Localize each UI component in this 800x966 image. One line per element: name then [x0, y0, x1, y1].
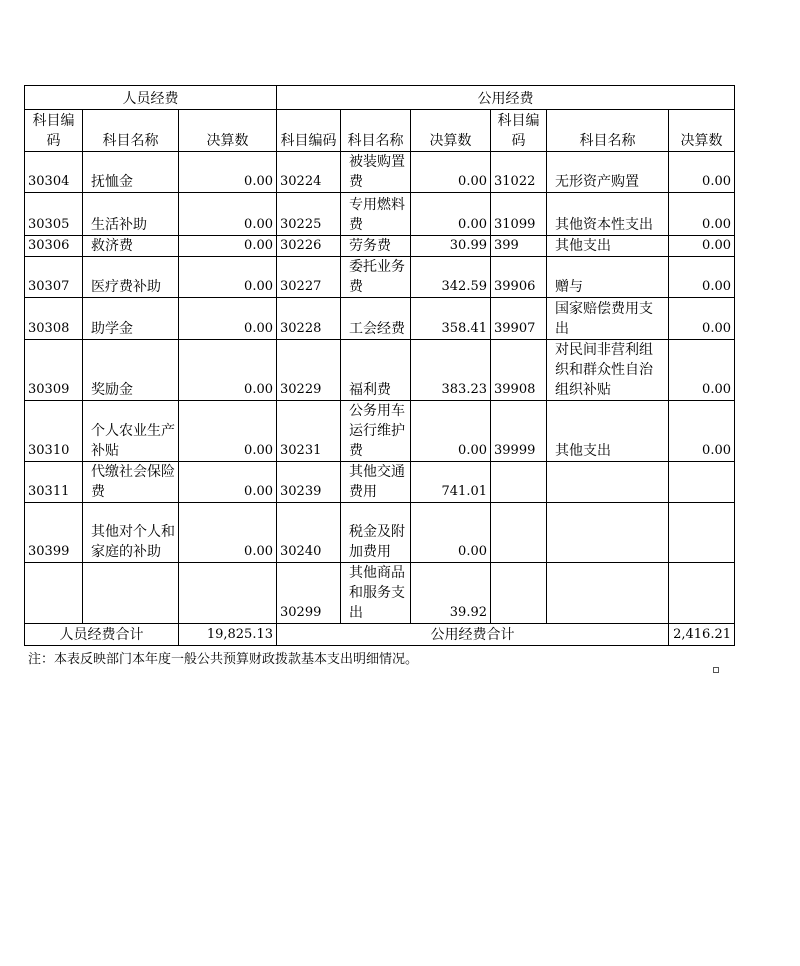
row-code: 39907 [491, 298, 547, 340]
row-code: 399 [491, 236, 547, 257]
header-amount: 决算数 [179, 110, 277, 152]
table-row [25, 563, 735, 624]
row-amount: 0.00 [669, 193, 735, 236]
row-name: 个人农业生产补贴 [83, 401, 179, 462]
row-amount [669, 462, 735, 503]
row-amount: 0.00 [179, 193, 277, 236]
table-row [25, 462, 735, 503]
public-total-label: 公用经费合计 [277, 624, 669, 646]
row-code: 39999 [491, 401, 547, 462]
row-amount [179, 563, 277, 624]
personnel-total-value: 19,825.13 [179, 624, 277, 646]
row-amount: 0.00 [669, 257, 735, 298]
row-code [491, 503, 547, 563]
row-name: 对民间非营利组织和群众性自治组织补贴 [547, 340, 669, 401]
row-code: 30309 [25, 340, 83, 401]
row-amount: 0.00 [179, 462, 277, 503]
row-name: 工会经费 [341, 298, 411, 340]
group-header-personnel: 人员经费 [25, 86, 277, 110]
row-code: 30227 [277, 257, 341, 298]
row-name: 福利费 [341, 340, 411, 401]
row-amount: 741.01 [411, 462, 491, 503]
row-name: 生活补助 [83, 193, 179, 236]
row-name: 代缴社会保险费 [83, 462, 179, 503]
row-code: 30311 [25, 462, 83, 503]
row-amount [669, 563, 735, 624]
table-row [25, 236, 735, 257]
row-code: 30399 [25, 503, 83, 563]
row-amount: 0.00 [669, 236, 735, 257]
row-name: 国家赔偿费用支出 [547, 298, 669, 340]
row-name [547, 563, 669, 624]
row-amount: 0.00 [179, 298, 277, 340]
row-amount: 39.92 [411, 563, 491, 624]
row-amount: 0.00 [411, 152, 491, 193]
row-amount: 0.00 [411, 503, 491, 563]
row-amount: 0.00 [179, 257, 277, 298]
row-amount: 0.00 [669, 401, 735, 462]
row-code [491, 563, 547, 624]
row-code: 31099 [491, 193, 547, 236]
header-amount: 决算数 [669, 110, 735, 152]
table-row [25, 257, 735, 298]
row-code: 30240 [277, 503, 341, 563]
row-code: 30229 [277, 340, 341, 401]
row-code: 30305 [25, 193, 83, 236]
row-amount: 342.59 [411, 257, 491, 298]
row-name: 税金及附加费用 [341, 503, 411, 563]
row-name [547, 503, 669, 563]
row-code: 30228 [277, 298, 341, 340]
row-name: 其他商品和服务支出 [341, 563, 411, 624]
personnel-total-label: 人员经费合计 [25, 624, 179, 646]
row-name: 奖励金 [83, 340, 179, 401]
header-name: 科目名称 [547, 110, 669, 152]
table-row [25, 298, 735, 340]
row-name: 被装购置费 [341, 152, 411, 193]
table-row [25, 193, 735, 236]
row-name: 委托业务费 [341, 257, 411, 298]
row-name: 救济费 [83, 236, 179, 257]
row-code: 30307 [25, 257, 83, 298]
row-code [25, 563, 83, 624]
row-name: 其他资本性支出 [547, 193, 669, 236]
public-total-value: 2,416.21 [669, 624, 735, 646]
row-amount: 0.00 [411, 401, 491, 462]
header-code: 科目编码 [277, 110, 341, 152]
header-code: 科目编码 [491, 110, 547, 152]
row-code: 30310 [25, 401, 83, 462]
table-row [25, 340, 735, 401]
row-code: 39908 [491, 340, 547, 401]
totals-row [25, 624, 735, 646]
row-amount: 0.00 [179, 236, 277, 257]
header-name: 科目名称 [83, 110, 179, 152]
row-name: 其他交通费用 [341, 462, 411, 503]
row-amount: 0.00 [179, 503, 277, 563]
row-code: 31022 [491, 152, 547, 193]
row-code: 30231 [277, 401, 341, 462]
row-name: 公务用车运行维护费 [341, 401, 411, 462]
row-name: 医疗费补助 [83, 257, 179, 298]
row-amount: 0.00 [179, 401, 277, 462]
table-row [25, 152, 735, 193]
row-amount: 0.00 [179, 152, 277, 193]
row-name: 其他支出 [547, 401, 669, 462]
row-amount: 0.00 [179, 340, 277, 401]
table-row [25, 503, 735, 563]
header-name: 科目名称 [341, 110, 411, 152]
row-name: 其他支出 [547, 236, 669, 257]
expenditure-detail-table [24, 85, 735, 646]
row-code: 30239 [277, 462, 341, 503]
row-name: 助学金 [83, 298, 179, 340]
row-amount: 383.23 [411, 340, 491, 401]
table-row [25, 401, 735, 462]
row-amount: 358.41 [411, 298, 491, 340]
row-name: 劳务费 [341, 236, 411, 257]
row-amount [669, 503, 735, 563]
row-name: 赠与 [547, 257, 669, 298]
row-code: 30224 [277, 152, 341, 193]
row-amount: 30.99 [411, 236, 491, 257]
row-name [83, 563, 179, 624]
header-amount: 决算数 [411, 110, 491, 152]
row-code: 30226 [277, 236, 341, 257]
row-code: 30299 [277, 563, 341, 624]
row-name: 专用燃料费 [341, 193, 411, 236]
row-code: 39906 [491, 257, 547, 298]
row-code [491, 462, 547, 503]
row-name: 其他对个人和家庭的补助 [83, 503, 179, 563]
row-code: 30304 [25, 152, 83, 193]
row-code: 30308 [25, 298, 83, 340]
small-square-mark [713, 667, 719, 673]
row-code: 30225 [277, 193, 341, 236]
row-name: 抚恤金 [83, 152, 179, 193]
row-name: 无形资产购置 [547, 152, 669, 193]
row-amount: 0.00 [669, 152, 735, 193]
header-code: 科目编码 [25, 110, 83, 152]
row-amount: 0.00 [669, 340, 735, 401]
row-name [547, 462, 669, 503]
row-amount: 0.00 [669, 298, 735, 340]
group-header-public: 公用经费 [277, 86, 735, 110]
row-amount: 0.00 [411, 193, 491, 236]
row-code: 30306 [25, 236, 83, 257]
table-footnote: 注：本表反映部门本年度一般公共预算财政拨款基本支出明细情况。 [28, 652, 419, 667]
